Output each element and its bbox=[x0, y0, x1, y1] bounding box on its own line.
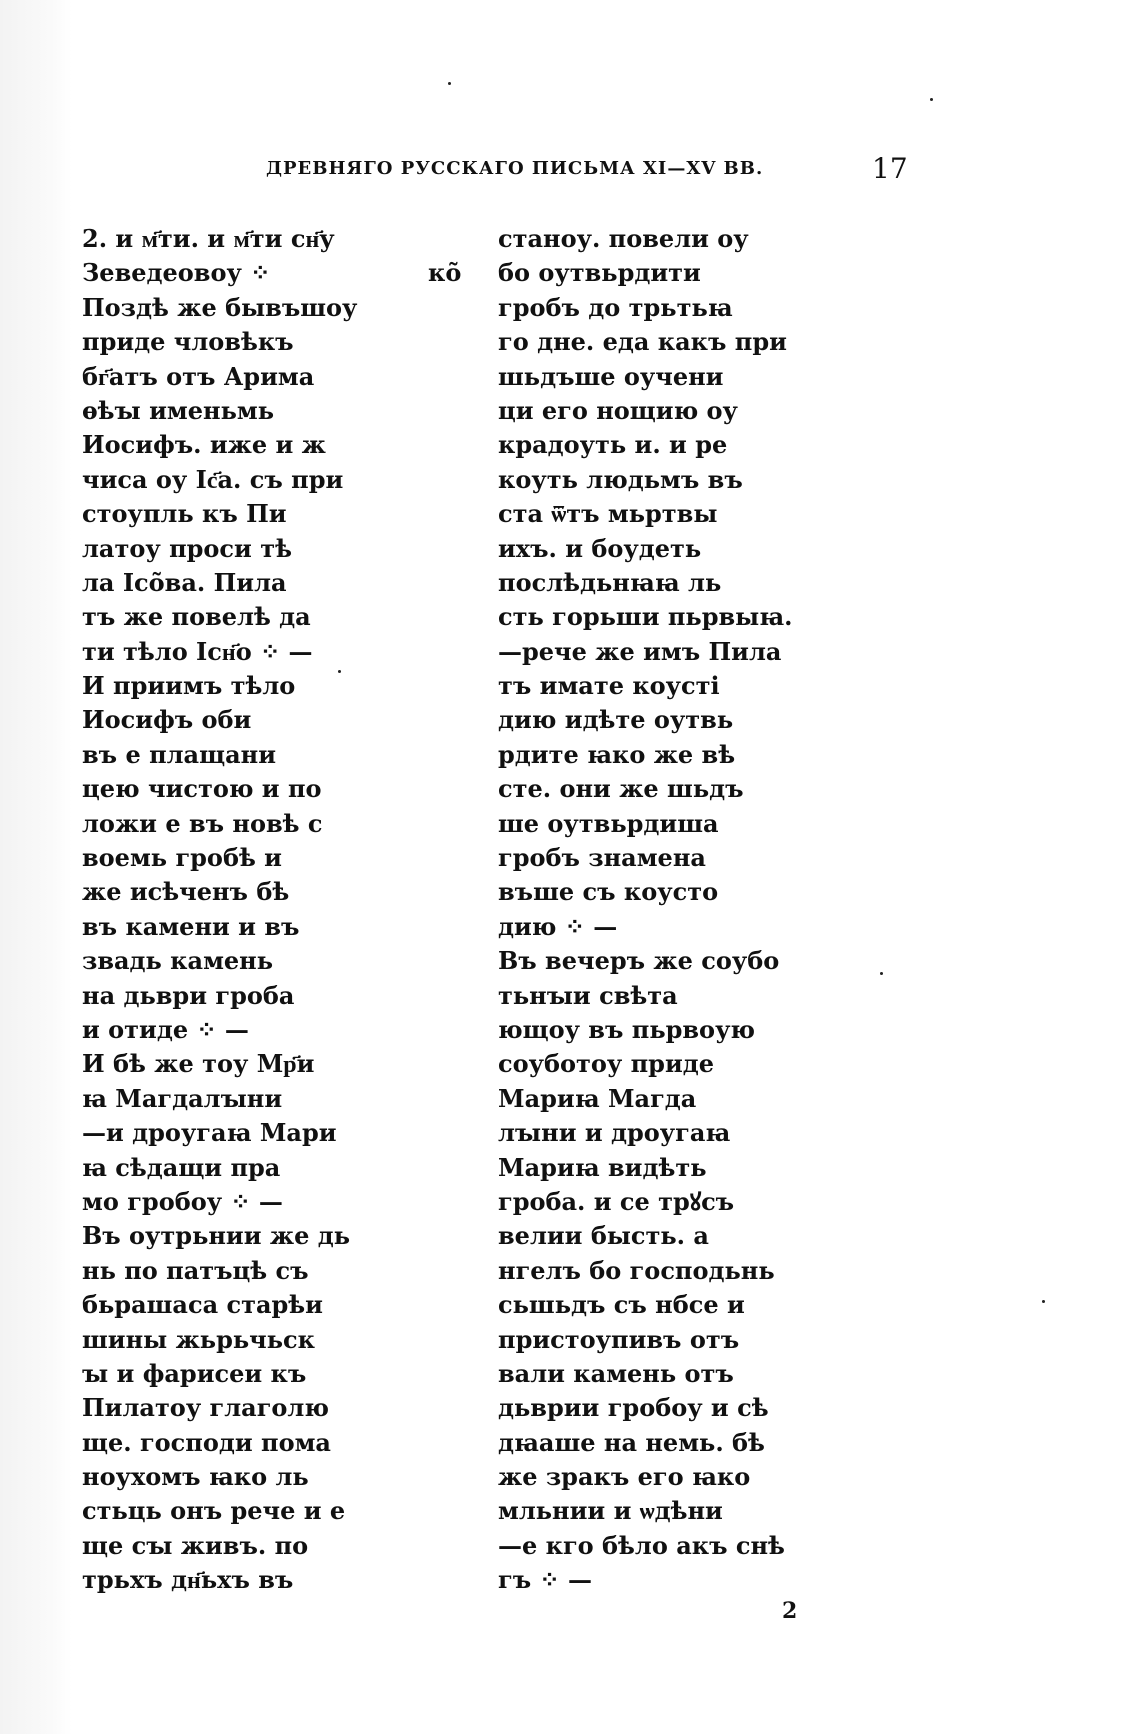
running-title: ДРЕВНЯГО РУССКАГО ПИСЬМА XI—XV ВВ. bbox=[266, 158, 764, 179]
text-line: ющоу въ пьрвоую bbox=[498, 1014, 756, 1044]
text-line: крадоуть и. и ре bbox=[498, 430, 728, 460]
text-line: И приимъ тѣло bbox=[82, 671, 296, 701]
text-line: ци его нощию оу bbox=[498, 395, 738, 425]
text-line: латоу проси тѣ bbox=[82, 533, 292, 563]
text-line: въше съ коусто bbox=[498, 877, 719, 907]
text-line: гъ ⁘ — bbox=[498, 1565, 592, 1595]
right-text-column bbox=[498, 222, 793, 1598]
text-line: шьдъше оучени bbox=[498, 361, 724, 391]
page-number: 17 bbox=[872, 152, 908, 185]
text-line: Зеведеовоу ⁘ bbox=[82, 258, 271, 288]
text-line: послѣдьнꙗꙗ ль bbox=[498, 567, 722, 597]
text-line: ла Ісо̃ва. Пила bbox=[82, 567, 287, 597]
speck bbox=[1042, 1300, 1045, 1303]
text-line: ихъ. и боудеть bbox=[498, 533, 702, 563]
text-line: —и дроугаꙗ Мари bbox=[82, 1118, 337, 1148]
text-line: рдите ꙗко же вѣ bbox=[498, 739, 736, 769]
text-line: ще. господи пома bbox=[82, 1427, 331, 1457]
text-line: воемь гробѣ и bbox=[82, 843, 282, 873]
text-line: Въ вечеръ же соубо bbox=[498, 946, 780, 976]
text-line: гробъ до трьтьꙗ bbox=[498, 292, 733, 322]
text-line: тъ же повелѣ да bbox=[82, 602, 311, 632]
text-line: ꙗ сѣдащи пра bbox=[82, 1152, 281, 1182]
text-line: Мариꙗ Магда bbox=[498, 1083, 697, 1113]
text-line: звадь камень bbox=[82, 946, 274, 976]
text-line: гроба. и се трꙋсъ bbox=[498, 1186, 735, 1216]
speck bbox=[930, 98, 933, 101]
text-line: И бѣ же тоу Мр҃и bbox=[82, 1049, 315, 1079]
margin-marker: ко̃ bbox=[428, 258, 462, 287]
text-line: Пилатоу глаголю bbox=[82, 1393, 329, 1423]
text-line: сте. они же шьдъ bbox=[498, 774, 744, 804]
text-line: въ е плащани bbox=[82, 739, 276, 769]
text-line: Иосифъ. иже и ж bbox=[82, 430, 326, 460]
text-line: сть горьши пьрвыꙗ. bbox=[498, 602, 793, 632]
text-line: приде чловѣкъ bbox=[82, 327, 294, 357]
text-line: цею чистою и по bbox=[82, 774, 322, 804]
text-line: бо оутвьрдити bbox=[498, 258, 701, 288]
text-line: ложи е въ новѣ с bbox=[82, 808, 323, 838]
text-line: стоупль къ Пи bbox=[82, 499, 287, 529]
speck bbox=[338, 670, 341, 673]
page-margin-shade bbox=[0, 0, 72, 1734]
speck bbox=[448, 82, 451, 85]
text-line: и отиде ⁘ — bbox=[82, 1014, 249, 1044]
text-line: —рече же имъ Пила bbox=[498, 636, 782, 666]
text-line: же исѣченъ бѣ bbox=[82, 877, 290, 907]
text-line: Поздѣ же бывъшоу bbox=[82, 292, 358, 322]
text-line: мльнии и ѡдѣни bbox=[498, 1496, 723, 1526]
text-line: велии бысть. а bbox=[498, 1221, 709, 1251]
text-line: ти тѣло Існ҃о ⁘ — bbox=[82, 636, 313, 666]
text-line: го дне. еда какъ при bbox=[498, 327, 787, 357]
text-line: Въ оутрьнии же дь bbox=[82, 1221, 351, 1251]
text-line: дьврии гробоу и сѣ bbox=[498, 1393, 769, 1423]
text-line: ше оутвьрдиша bbox=[498, 808, 719, 838]
text-line: въ камени и въ bbox=[82, 911, 300, 941]
text-line: ꙑ и фарисеи къ bbox=[82, 1358, 307, 1388]
text-line: гробъ знамена bbox=[498, 843, 706, 873]
text-line: ꙗ Магдалꙑни bbox=[82, 1083, 283, 1113]
text-line: нь по патъцѣ съ bbox=[82, 1255, 309, 1285]
text-line: чиса оу Іс҃а. съ при bbox=[82, 464, 344, 494]
text-line: дꙗаше на немь. бѣ bbox=[498, 1427, 765, 1457]
text-line: шины жьрьчьск bbox=[82, 1324, 315, 1354]
text-line: мо гробоу ⁘ — bbox=[82, 1186, 283, 1216]
left-text-column bbox=[82, 222, 357, 1598]
text-line: ѳѣꙑ именьмь bbox=[82, 395, 274, 425]
text-line: ста ѿтъ мьртвы bbox=[498, 499, 718, 529]
signature-mark: 2 bbox=[782, 1598, 798, 1624]
text-line: 2. и м҃ти. и м҃ти сн҃у bbox=[82, 224, 335, 253]
text-line: Иосифъ оби bbox=[82, 705, 252, 735]
text-line: тъ имате коусті bbox=[498, 671, 720, 701]
text-line: вали камень отъ bbox=[498, 1358, 734, 1388]
text-line: на дьври гроба bbox=[82, 980, 295, 1010]
text-line: стьць онъ рече и е bbox=[82, 1496, 346, 1526]
text-line: нгелъ бо господьнь bbox=[498, 1255, 775, 1285]
text-line: тьнꙑи свѣта bbox=[498, 980, 678, 1010]
text-line: дию ⁘ — bbox=[498, 911, 618, 941]
text-line: ноухомъ ꙗко ль bbox=[82, 1462, 309, 1492]
speck bbox=[880, 972, 883, 975]
text-line: трьхъ дн҃ьхъ въ bbox=[82, 1565, 294, 1595]
text-line: соуботоу приде bbox=[498, 1049, 715, 1079]
text-line: бг҃атъ отъ Арима bbox=[82, 361, 315, 391]
text-line: дию идѣте оутвь bbox=[498, 705, 734, 735]
text-line: —е кго бѣло акъ снѣ bbox=[498, 1530, 785, 1560]
text-line: Мариꙗ видѣть bbox=[498, 1152, 707, 1182]
text-line: сьшьдъ съ нбсе и bbox=[498, 1290, 745, 1320]
text-line: ще сꙑ живъ. по bbox=[82, 1530, 309, 1560]
text-line: бьрашаса старѣи bbox=[82, 1290, 323, 1320]
text-line: пристоупивъ отъ bbox=[498, 1324, 740, 1354]
text-line: станоу. повели оу bbox=[498, 224, 749, 253]
text-line: коуть людьмъ въ bbox=[498, 464, 743, 494]
text-line: же зракъ его ꙗко bbox=[498, 1462, 751, 1492]
text-line: лꙑни и дроугаꙗ bbox=[498, 1118, 731, 1148]
